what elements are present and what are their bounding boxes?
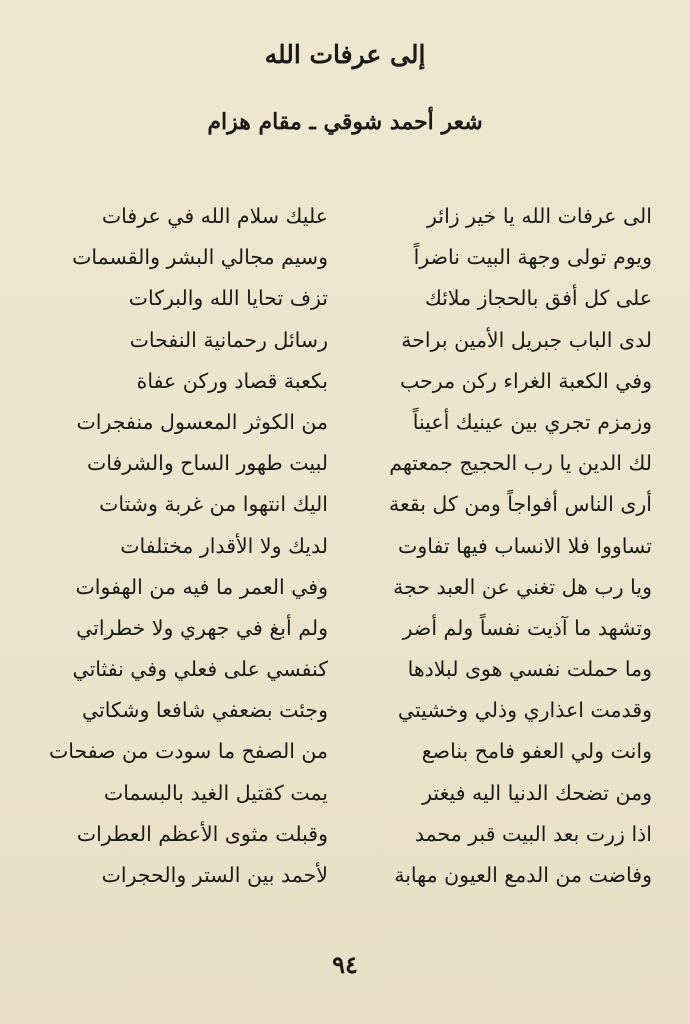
hemistich-line: يمت كقتيل الغيد بالبسمات	[103, 780, 328, 805]
left-hemistich-column	[38, 196, 328, 896]
hemistich-line: بكعبة قصاد وركن عفاة	[136, 368, 328, 393]
hemistich-line: لدى الباب جبريل الأمين براحة	[401, 327, 652, 352]
hemistich-line: تزف تحايا الله والبركات	[128, 286, 328, 311]
hemistich-line: وانت ولي العفو فامح بناصع	[421, 739, 652, 764]
poem-title: إلى عرفات الله	[264, 40, 426, 69]
hemistich-line: ولم أبغ في جهري ولا خطراتي	[76, 615, 328, 640]
hemistich-line: رسائل رحمانية النفحات	[129, 327, 328, 352]
right-hemistich-column	[362, 196, 652, 896]
hemistich-line: من الكوثر المعسول منفجرات	[76, 409, 328, 434]
hemistich-line: لأحمد بين الستر والحجرات	[101, 863, 328, 887]
hemistich-line: لك الدين يا رب الحجيج جمعتهم	[389, 451, 652, 476]
hemistich-line: على كل أفق بالحجاز ملائك	[424, 286, 652, 311]
hemistich-line: وقبلت مثوى الأعظم العطرات	[76, 821, 328, 846]
hemistich-line: كنفسي على فعلي وفي نفثاتي	[72, 657, 328, 682]
hemistich-line: اليك انتهوا من غربة وشتات	[99, 492, 328, 517]
hemistich-line: وسيم مجالي البشر والقسمات	[72, 245, 328, 270]
hemistich-line: ومن تضحك الدنيا اليه فيغتر	[422, 780, 652, 805]
hemistich-line: عليك سلام الله في عرفات	[101, 204, 328, 228]
hemistich-line: أرى الناس أفواجاً ومن كل بقعة	[388, 492, 652, 517]
hemistich-line: وفي العمر ما فيه من الهفوات	[75, 574, 328, 599]
hemistich-line: ويا رب هل تغني عن العبد حجة	[393, 574, 652, 599]
hemistich-line: لبيت طهور الساح والشرفات	[86, 451, 328, 476]
hemistich-line: الى عرفات الله يا خير زائر	[427, 204, 652, 228]
page-number: ٩٤	[332, 950, 358, 979]
hemistich-line: لديك ولا الأقدار مختلفات	[120, 533, 328, 558]
poem-subtitle: شعر أحمد شوقي ـ مقام هزام	[207, 109, 483, 135]
hemistich-line: وفاضت من الدمع العيون مهابة	[394, 863, 652, 887]
hemistich-line: من الصفح ما سودت من صفحات	[48, 739, 328, 764]
hemistich-line: وفي الكعبة الغراء ركن مرحب	[399, 368, 652, 393]
hemistich-line: ويوم تولى وجهة البيت ناضراً	[413, 245, 652, 270]
hemistich-line: وقدمت اعذاري وذلي وخشيتي	[397, 698, 652, 723]
hemistich-line: اذا زرت بعد البيت قبر محمد	[414, 821, 652, 846]
hemistich-line: وجئت بضعفي شافعا وشكاتي	[81, 698, 328, 723]
hemistich-line: وزمزم تجري بين عينيك أعيناً	[412, 409, 652, 434]
hemistich-line: تساووا فلا الانساب فيها تفاوت	[398, 533, 652, 558]
hemistich-line: وما حملت نفسي هوى لبلادها	[407, 657, 652, 682]
hemistich-line: وتشهد ما آذيت نفساً ولم أضر	[402, 615, 652, 640]
